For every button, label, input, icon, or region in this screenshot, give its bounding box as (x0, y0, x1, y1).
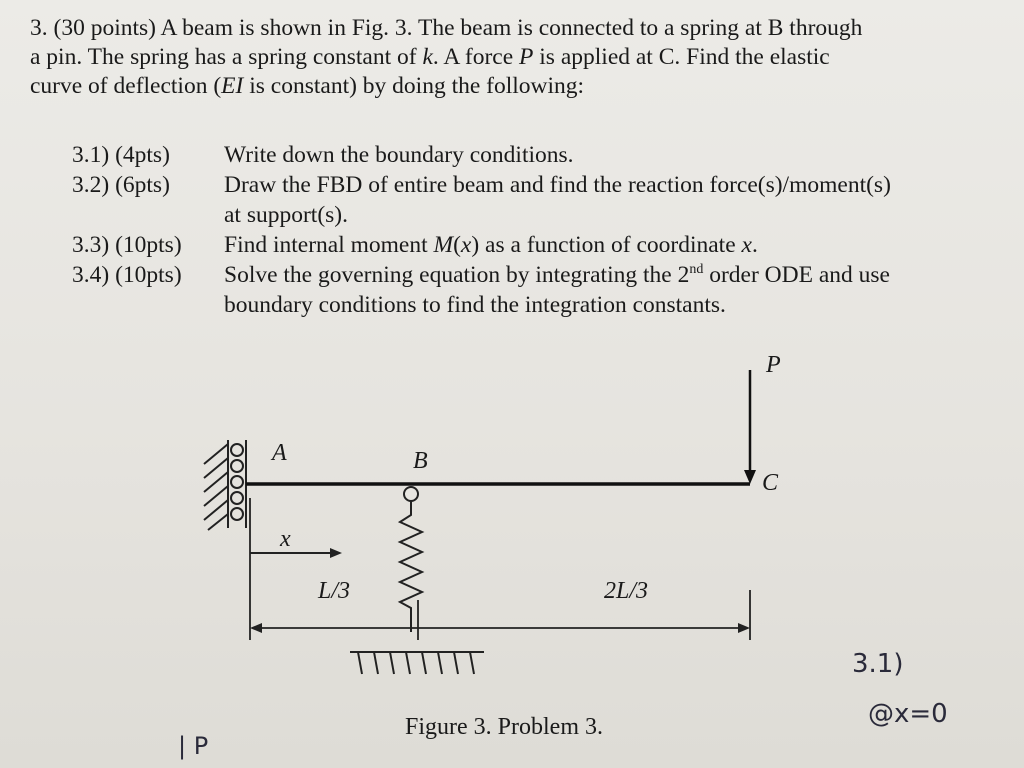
roller-support (231, 440, 246, 528)
subpart-line-part: . (751, 232, 758, 258)
ordinal-superscript: nd (689, 262, 704, 278)
dimension-arrowhead-left (250, 623, 262, 633)
label-c: C (762, 470, 779, 496)
subpart-label: 3.2) (6pts) (72, 172, 170, 198)
force-symbol: P (519, 44, 534, 70)
force-arrow-p (744, 370, 756, 484)
subpart-line: at support(s). (224, 202, 349, 228)
problem-line-2-b: . A force (432, 44, 520, 70)
handwritten-note-3-1: 3.1) (852, 649, 904, 679)
label-a: A (272, 440, 287, 466)
label-l-third: L/3 (318, 578, 351, 604)
subpart-line-part: ) as a function of coordinate (471, 232, 742, 258)
ground-hatch (350, 652, 484, 674)
problem-line-2-a: a pin. The spring has a spring constant of (30, 44, 423, 70)
problem-line-1-text: 3. (30 points) A beam is shown in Fig. 3. The beam is connected to a spring at B through (30, 15, 863, 41)
subpart-line-part: order ODE and use (703, 262, 890, 288)
subpart-line: boundary conditions to find the integration constants. (224, 292, 726, 318)
problem-line-2-c: is applied at C. Find the elastic (533, 44, 830, 70)
pin-b (404, 487, 418, 501)
dimension-lines (250, 498, 750, 640)
problem-line-3-a: curve of deflection ( (30, 73, 222, 99)
subpart-label: 3.1) (4pts) (72, 142, 170, 168)
subpart-line: Write down the boundary conditions. (224, 142, 574, 168)
label-two-l-third: 2L/3 (604, 578, 649, 604)
subpart-line-part: Find internal moment (224, 232, 434, 258)
subpart-label: 3.4) (10pts) (72, 262, 182, 288)
handwritten-note-at-x0: @x=0 (868, 699, 948, 729)
x-symbol: x (741, 232, 752, 258)
handwritten-note-p: | P (178, 732, 209, 760)
problem-line-3-b: is constant) by doing the following: (243, 73, 585, 99)
label-x: x (280, 526, 291, 552)
subpart-line: Draw the FBD of entire beam and find the reaction force(s)/moment(s) (224, 172, 891, 198)
dimension-arrowhead-right (738, 623, 750, 633)
label-b: B (413, 448, 428, 474)
label-p: P (766, 352, 781, 378)
subpart-line-part: Solve the governing equation by integrating the 2 (224, 262, 690, 288)
figure-caption: Figure 3. Problem 3. (405, 714, 603, 740)
fixed-wall-hatch (204, 440, 228, 530)
x-symbol: x (460, 232, 472, 258)
x-axis-arrow (250, 548, 342, 558)
spring-constant-symbol: k (422, 44, 433, 70)
subpart-line-part: ( (453, 232, 461, 258)
subpart-label: 3.3) (10pts) (72, 232, 182, 258)
flexural-rigidity-symbol: EI (221, 73, 244, 99)
moment-symbol: M (433, 232, 454, 258)
